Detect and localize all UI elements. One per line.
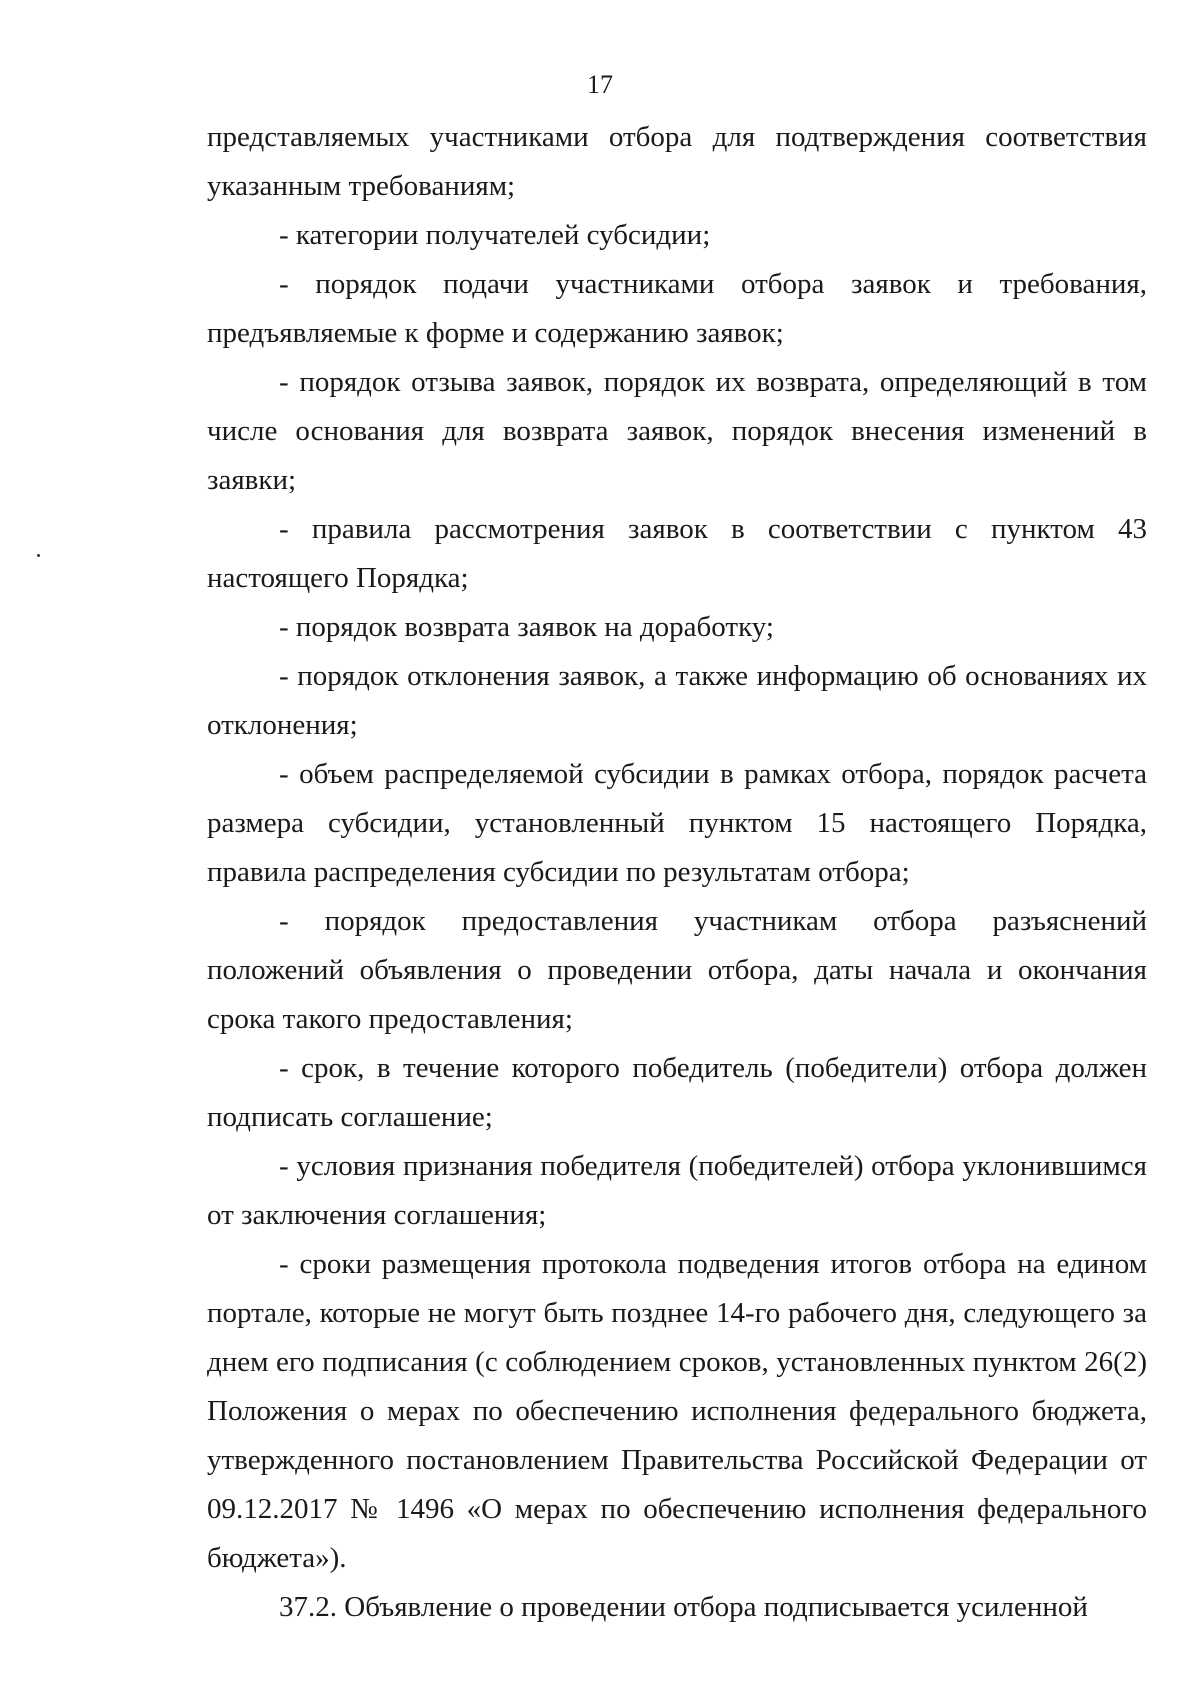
- paragraph-1: представляемых участниками отбора для подтверждения соответствия указанным требованиям;: [207, 121, 1147, 202]
- paragraph-3: - порядок подачи участниками отбора заявок и требования, предъявляемые к форме и содержанию заявок;: [207, 268, 1147, 349]
- paragraph-13: 37.2. Объявление о проведении отбора подписывается усиленной: [279, 1591, 1088, 1623]
- paragraph-10: - срок, в течение которого победитель (победители) отбора должен подписать соглашение;: [207, 1052, 1147, 1133]
- document-body: [207, 113, 1147, 1632]
- paragraph-4: - порядок отзыва заявок, порядок их возврата, определяющий в том числе основания для возврата заявок, порядок внесения изменений в заявки;: [207, 366, 1147, 496]
- paragraph-11: - условия признания победителя (победителей) отбора уклонившимся от заключения соглашения;: [207, 1150, 1147, 1231]
- paragraph-9: - порядок предоставления участникам отбора разъяснений положений объявления о проведении отбора, даты начала и окончания срока такого предоставления;: [207, 905, 1147, 1035]
- paragraph-12: - сроки размещения протокола подведения итогов отбора на едином портале, которые не могут быть позднее 14-го рабочего дня, следующего за днем его подписания (с соблюдением сроков, установленных пунктом 26(2) Положения о мерах по обеспечению исполнения федерального бюджета, утвержденного постановлением Правительства Российской Федерации от 09.12.2017 № 1496 «О мерах по обеспечению исполнения федерального бюджета»).: [207, 1248, 1147, 1574]
- page-number: 17: [587, 70, 613, 99]
- paragraph-8: - объем распределяемой субсидии в рамках отбора, порядок расчета размера субсидии, установленный пунктом 15 настоящего Порядка, правила распределения субсидии по результатам отбора;: [207, 758, 1147, 888]
- paragraph-2: - категории получателей субсидии;: [279, 219, 711, 251]
- scan-speck: [37, 554, 40, 557]
- paragraph-6: - порядок возврата заявок на доработку;: [279, 611, 774, 643]
- paragraph-7: - порядок отклонения заявок, а также информацию об основаниях их отклонения;: [207, 660, 1147, 741]
- paragraph-5: - правила рассмотрения заявок в соответствии с пунктом 43 настоящего Порядка;: [207, 513, 1147, 594]
